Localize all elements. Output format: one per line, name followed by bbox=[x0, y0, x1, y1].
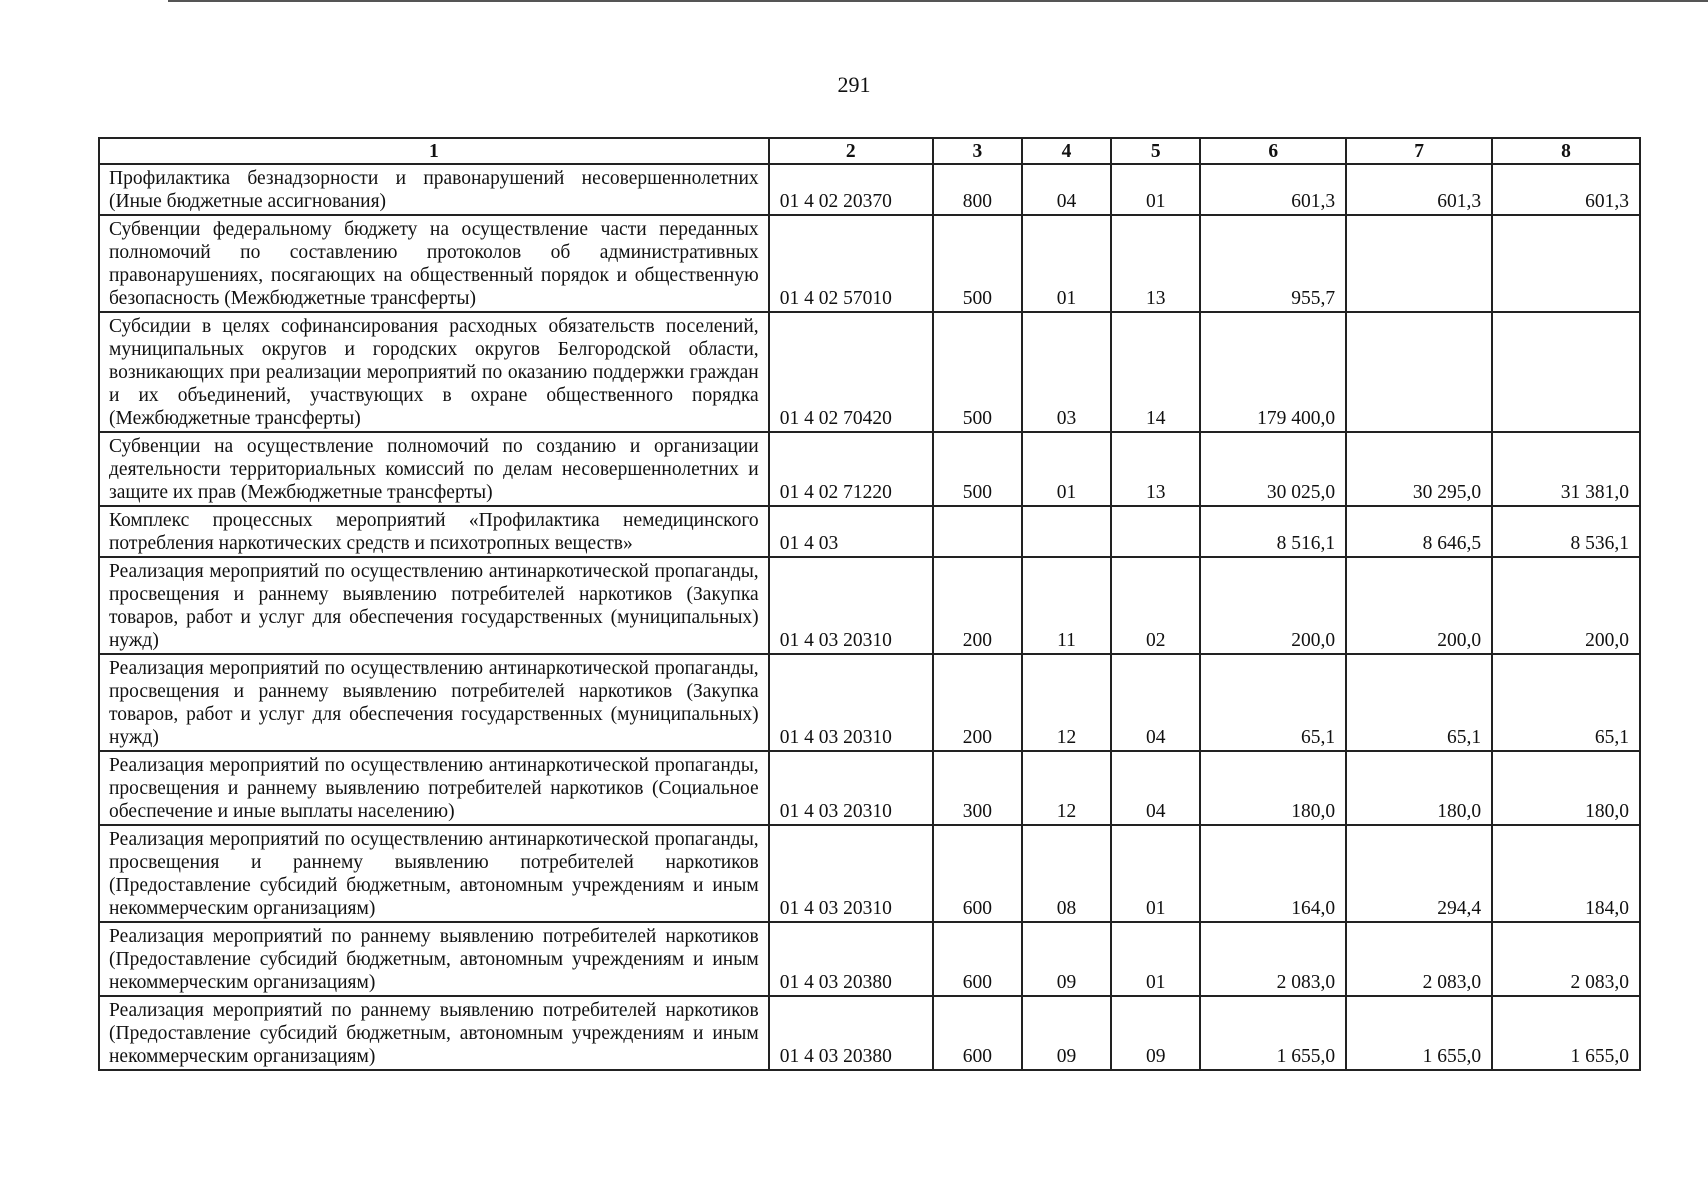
row-target-article-code: 01 4 03 20310 bbox=[769, 751, 933, 825]
table-row bbox=[99, 557, 1640, 654]
row-section: 01 bbox=[1022, 432, 1111, 506]
page-number: 291 bbox=[837, 72, 871, 97]
row-amount-year-3: 31 381,0 bbox=[1492, 432, 1640, 506]
row-expense-type: 200 bbox=[933, 654, 1022, 751]
row-subsection: 01 bbox=[1111, 922, 1200, 996]
row-amount-year-3: 601,3 bbox=[1492, 164, 1640, 215]
row-section: 08 bbox=[1022, 825, 1111, 922]
row-subsection: 13 bbox=[1111, 215, 1200, 312]
row-amount-year-1: 164,0 bbox=[1200, 825, 1346, 922]
budget-table bbox=[98, 137, 1641, 1071]
row-subsection: 14 bbox=[1111, 312, 1200, 432]
row-target-article-code: 01 4 03 20310 bbox=[769, 654, 933, 751]
row-description: Реализация мероприятий по раннему выявлению потребителей наркотиков (Предоставление субсидий бюджетным, автономным учреждениям и иным некоммерческим организациям) bbox=[99, 922, 769, 996]
row-amount-year-2: 65,1 bbox=[1346, 654, 1492, 751]
row-amount-year-3: 1 655,0 bbox=[1492, 996, 1640, 1070]
row-subsection: 01 bbox=[1111, 825, 1200, 922]
row-target-article-code: 01 4 03 20380 bbox=[769, 996, 933, 1070]
row-amount-year-1: 200,0 bbox=[1200, 557, 1346, 654]
row-amount-year-1: 180,0 bbox=[1200, 751, 1346, 825]
row-section: 11 bbox=[1022, 557, 1111, 654]
table-row bbox=[99, 506, 1640, 557]
row-amount-year-3: 200,0 bbox=[1492, 557, 1640, 654]
row-section: 04 bbox=[1022, 164, 1111, 215]
row-amount-year-3: 180,0 bbox=[1492, 751, 1640, 825]
row-expense-type: 600 bbox=[933, 922, 1022, 996]
row-target-article-code: 01 4 02 71220 bbox=[769, 432, 933, 506]
row-description: Реализация мероприятий по осуществлению антинаркотической пропаганды, просвещения и раннему выявлению потребителей наркотиков (Закупка товаров, работ и услуг для обеспечения государственных (муниципальных) нужд) bbox=[99, 654, 769, 751]
header-col-5: 5 bbox=[1111, 138, 1200, 164]
row-description: Реализация мероприятий по осуществлению антинаркотической пропаганды, просвещения и раннему выявлению потребителей наркотиков (Предоставление субсидий бюджетным, автономным учреждениям и иным некоммерческим организациям) bbox=[99, 825, 769, 922]
row-subsection bbox=[1111, 506, 1200, 557]
row-amount-year-1: 1 655,0 bbox=[1200, 996, 1346, 1070]
row-amount-year-1: 8 516,1 bbox=[1200, 506, 1346, 557]
row-amount-year-1: 2 083,0 bbox=[1200, 922, 1346, 996]
table-row bbox=[99, 825, 1640, 922]
row-amount-year-3: 2 083,0 bbox=[1492, 922, 1640, 996]
row-section: 01 bbox=[1022, 215, 1111, 312]
row-amount-year-3: 184,0 bbox=[1492, 825, 1640, 922]
row-subsection: 09 bbox=[1111, 996, 1200, 1070]
row-description: Профилактика безнадзорности и правонарушений несовершеннолетних (Иные бюджетные ассигнования) bbox=[99, 164, 769, 215]
row-subsection: 13 bbox=[1111, 432, 1200, 506]
table-row bbox=[99, 215, 1640, 312]
row-amount-year-3: 8 536,1 bbox=[1492, 506, 1640, 557]
row-section: 03 bbox=[1022, 312, 1111, 432]
header-col-1: 1 bbox=[99, 138, 769, 164]
row-subsection: 01 bbox=[1111, 164, 1200, 215]
row-section: 09 bbox=[1022, 996, 1111, 1070]
table-row bbox=[99, 164, 1640, 215]
row-target-article-code: 01 4 02 20370 bbox=[769, 164, 933, 215]
table-row bbox=[99, 922, 1640, 996]
row-amount-year-1: 955,7 bbox=[1200, 215, 1346, 312]
row-expense-type: 600 bbox=[933, 996, 1022, 1070]
header-col-2: 2 bbox=[769, 138, 933, 164]
header-col-4: 4 bbox=[1022, 138, 1111, 164]
row-subsection: 04 bbox=[1111, 751, 1200, 825]
row-section: 12 bbox=[1022, 751, 1111, 825]
row-amount-year-1: 601,3 bbox=[1200, 164, 1346, 215]
row-amount-year-3: 65,1 bbox=[1492, 654, 1640, 751]
header-col-3: 3 bbox=[933, 138, 1022, 164]
row-target-article-code: 01 4 03 bbox=[769, 506, 933, 557]
row-target-article-code: 01 4 02 70420 bbox=[769, 312, 933, 432]
table-header-row bbox=[99, 138, 1640, 164]
row-amount-year-3 bbox=[1492, 312, 1640, 432]
table-row bbox=[99, 432, 1640, 506]
top-page-rule bbox=[168, 0, 1708, 2]
row-amount-year-2: 8 646,5 bbox=[1346, 506, 1492, 557]
row-target-article-code: 01 4 02 57010 bbox=[769, 215, 933, 312]
row-subsection: 02 bbox=[1111, 557, 1200, 654]
row-expense-type: 300 bbox=[933, 751, 1022, 825]
row-description: Субвенции на осуществление полномочий по созданию и организации деятельности территориальных комиссий по делам несовершеннолетних и защите их прав (Межбюджетные трансферты) bbox=[99, 432, 769, 506]
row-amount-year-1: 30 025,0 bbox=[1200, 432, 1346, 506]
row-amount-year-2: 180,0 bbox=[1346, 751, 1492, 825]
row-target-article-code: 01 4 03 20310 bbox=[769, 557, 933, 654]
row-amount-year-3 bbox=[1492, 215, 1640, 312]
row-description: Субсидии в целях софинансирования расходных обязательств поселений, муниципальных округов и городских округов Белгородской области, возникающих при реализации мероприятий по оказанию поддержки граждан и их объединений, участвующих в охране общественного порядка (Межбюджетные трансферты) bbox=[99, 312, 769, 432]
row-expense-type: 500 bbox=[933, 432, 1022, 506]
row-amount-year-2: 200,0 bbox=[1346, 557, 1492, 654]
header-col-7: 7 bbox=[1346, 138, 1492, 164]
row-expense-type: 800 bbox=[933, 164, 1022, 215]
row-section: 12 bbox=[1022, 654, 1111, 751]
row-expense-type: 500 bbox=[933, 215, 1022, 312]
row-amount-year-2: 1 655,0 bbox=[1346, 996, 1492, 1070]
row-subsection: 04 bbox=[1111, 654, 1200, 751]
header-col-6: 6 bbox=[1200, 138, 1346, 164]
row-amount-year-1: 65,1 bbox=[1200, 654, 1346, 751]
row-target-article-code: 01 4 03 20310 bbox=[769, 825, 933, 922]
row-section: 09 bbox=[1022, 922, 1111, 996]
row-amount-year-2 bbox=[1346, 312, 1492, 432]
table-row bbox=[99, 751, 1640, 825]
row-amount-year-2: 30 295,0 bbox=[1346, 432, 1492, 506]
row-description: Комплекс процессных мероприятий «Профилактика немедицинского потребления наркотических средств и психотропных веществ» bbox=[99, 506, 769, 557]
row-description: Реализация мероприятий по осуществлению антинаркотической пропаганды, просвещения и раннему выявлению потребителей наркотиков (Закупка товаров, работ и услуг для обеспечения государственных (муниципальных) нужд) bbox=[99, 557, 769, 654]
row-description: Реализация мероприятий по осуществлению антинаркотической пропаганды, просвещения и раннему выявлению потребителей наркотиков (Социальное обеспечение и иные выплаты населению) bbox=[99, 751, 769, 825]
row-section bbox=[1022, 506, 1111, 557]
row-amount-year-2: 601,3 bbox=[1346, 164, 1492, 215]
header-col-8: 8 bbox=[1492, 138, 1640, 164]
table-row bbox=[99, 996, 1640, 1070]
row-amount-year-2: 2 083,0 bbox=[1346, 922, 1492, 996]
table-row bbox=[99, 654, 1640, 751]
row-expense-type: 600 bbox=[933, 825, 1022, 922]
row-description: Реализация мероприятий по раннему выявлению потребителей наркотиков (Предоставление субсидий бюджетным, автономным учреждениям и иным некоммерческим организациям) bbox=[99, 996, 769, 1070]
row-description: Субвенции федеральному бюджету на осуществление части переданных полномочий по составлению протоколов об административных правонарушениях, посягающих на общественный порядок и общественную безопасность (Межбюджетные трансферты) bbox=[99, 215, 769, 312]
row-expense-type bbox=[933, 506, 1022, 557]
row-amount-year-1: 179 400,0 bbox=[1200, 312, 1346, 432]
row-target-article-code: 01 4 03 20380 bbox=[769, 922, 933, 996]
row-amount-year-2: 294,4 bbox=[1346, 825, 1492, 922]
row-amount-year-2 bbox=[1346, 215, 1492, 312]
table-row bbox=[99, 312, 1640, 432]
row-expense-type: 200 bbox=[933, 557, 1022, 654]
row-expense-type: 500 bbox=[933, 312, 1022, 432]
